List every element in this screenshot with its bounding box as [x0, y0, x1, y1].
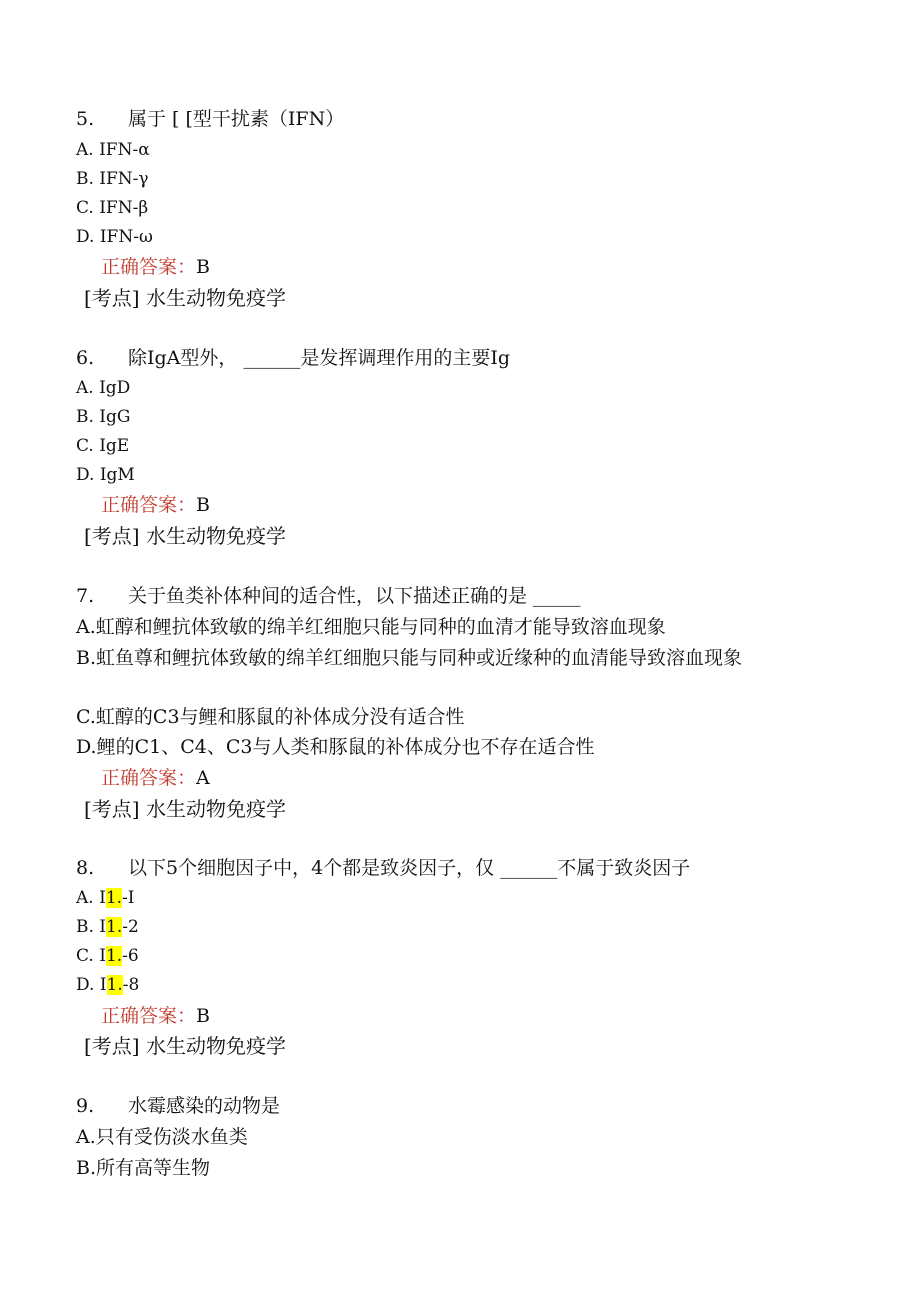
- option-a: A. IgD: [76, 378, 131, 398]
- option-c: C. IFN-β: [76, 198, 149, 218]
- exam-point: [考点] 水生动物免疫学: [84, 286, 286, 310]
- option-a: A.虹醇和鲤抗体致敏的绵羊红细胞只能与同种的血清才能导致溶血现象: [76, 616, 666, 638]
- question-text: 水霉感染的动物是: [128, 1095, 281, 1117]
- question-text: 属于 [ [型干扰素（IFN）: [128, 108, 345, 130]
- option-b: B.所有高等生物: [76, 1157, 211, 1179]
- answer-value: B: [196, 494, 210, 516]
- exam-point: [考点] 水生动物免疫学: [84, 797, 286, 821]
- question-number: 5.: [76, 108, 95, 130]
- highlight-mark: 1.: [105, 888, 123, 908]
- question-text: 除IgA型外， ______是发挥调理作用的主要Ig: [128, 347, 511, 369]
- option-c: C. IgE: [76, 436, 130, 456]
- option-c: C. I1.-6: [76, 946, 139, 966]
- question-text: 以下5个细胞因子中，4个都是致炎因子，仅 ______不属于致炎因子: [128, 857, 691, 879]
- option-a: A.只有受伤淡水鱼类: [76, 1126, 248, 1148]
- exam-point: [考点] 水生动物免疫学: [84, 1034, 286, 1058]
- answer-label: 正确答案：: [101, 494, 197, 516]
- correct-answer: [101, 1003, 210, 1029]
- option-b: B. I1.-2: [76, 917, 139, 937]
- question-stem: [76, 855, 690, 881]
- option-b: B. IgG: [76, 407, 131, 427]
- question-number: 7.: [76, 585, 95, 607]
- option-c: C.虹醇的C3与鲤和豚鼠的补体成分没有适合性: [76, 706, 465, 728]
- question-text: 关于鱼类补体种间的适合性，以下描述正确的是 _____: [128, 585, 581, 607]
- question-number: 9.: [76, 1095, 95, 1117]
- option-a: A. IFN-α: [76, 140, 150, 160]
- question-stem: [76, 583, 581, 609]
- question-stem: [76, 1093, 280, 1119]
- highlight-mark: 1.: [106, 975, 123, 995]
- answer-label: 正确答案：: [101, 767, 197, 789]
- highlight-mark: 1.: [106, 917, 123, 937]
- highlight-mark: 1.: [105, 946, 123, 966]
- correct-answer: [101, 765, 210, 791]
- answer-value: A: [196, 767, 210, 789]
- answer-value: B: [196, 1005, 210, 1027]
- exam-point: [考点] 水生动物免疫学: [84, 524, 286, 548]
- option-b: B.虹鱼尊和鲤抗体致敏的绵羊红细胞只能与同种或近缘种的血清能导致溶血现象: [76, 647, 743, 669]
- option-d: D. I1.-8: [76, 975, 140, 995]
- answer-label: 正确答案：: [101, 1005, 197, 1027]
- answer-label: 正确答案：: [101, 256, 197, 278]
- correct-answer: [101, 254, 210, 280]
- option-d: D.鲤的C1、C4、C3与人类和豚鼠的补体成分也不存在适合性: [76, 736, 595, 758]
- question-stem: [76, 345, 510, 371]
- option-d: D. IgM: [76, 465, 135, 485]
- question-number: 6.: [76, 347, 95, 369]
- option-b: B. IFN-γ: [76, 169, 149, 189]
- correct-answer: [101, 492, 210, 518]
- option-a: A. I1.-I: [76, 888, 135, 908]
- option-d: D. IFN-ω: [76, 227, 153, 247]
- question-stem: [76, 106, 344, 132]
- answer-value: B: [196, 256, 210, 278]
- question-number: 8.: [76, 857, 95, 879]
